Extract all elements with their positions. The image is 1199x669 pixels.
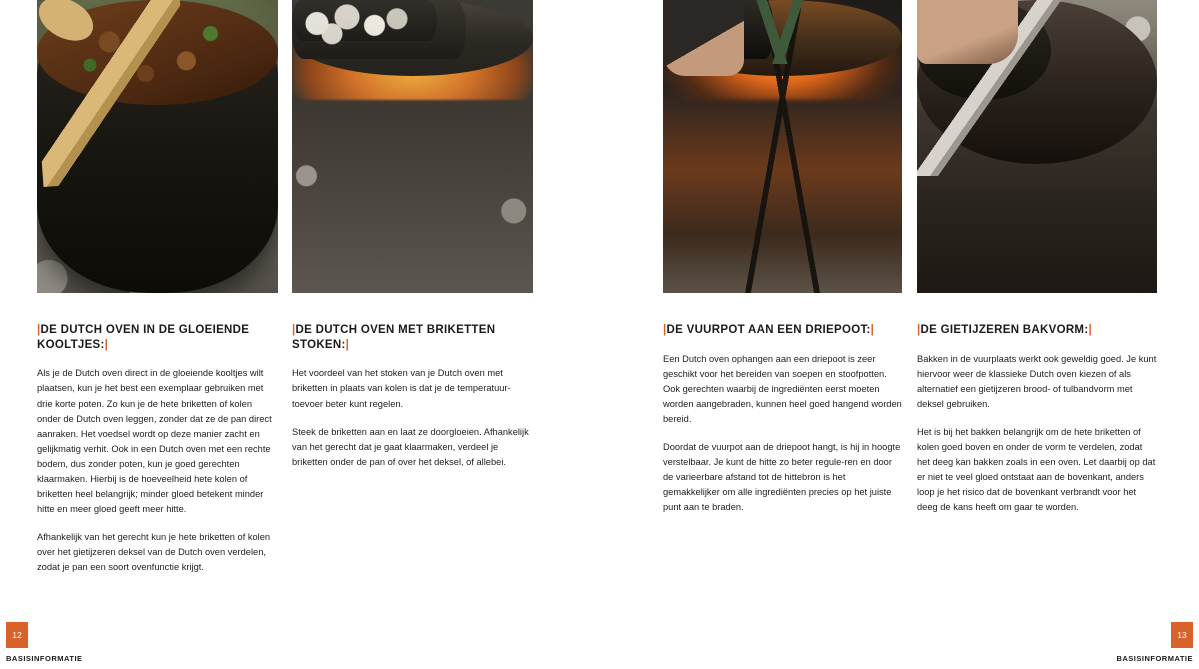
photo-stand-legs xyxy=(663,0,902,64)
article-column-2 xyxy=(292,0,533,479)
paragraph: Een Dutch oven ophangen aan een driepoot is zeer geschikt voor het bereiden van soepen en stoofpotten. Ook gerechten waarbij de ingrediënten eerst moeten worden aangebraden, kunnen heel goed hangend worden bereid. xyxy=(663,353,902,424)
footer-label-right: BASISINFORMATIE xyxy=(1116,654,1193,663)
photo-dutch-oven-in-coals xyxy=(37,0,278,293)
heading-text: DE GIETIJZEREN BAKVORM: xyxy=(920,324,1089,336)
heading-text: DE DUTCH OVEN IN DE GLOEIENDE KOOLTJES: xyxy=(37,324,250,351)
photo-dutch-oven-briquettes xyxy=(292,0,533,293)
heading-bar-right: | xyxy=(870,324,875,336)
article-column-3 xyxy=(663,0,902,524)
paragraph: Steek de briketten aan en laat ze doorgloeien. Afhankelijk van het gerecht dat je gaat klaarmaken, verdeel je briketten onder de pan of over het deksel, of allebei. xyxy=(292,426,529,467)
article-column-4 xyxy=(917,0,1157,524)
section-heading-1 xyxy=(37,323,278,352)
paragraph: Doordat de vuurpot aan de driepoot hangt, is hij in hoogte verstelbaar. Je kunt de hitte zo beter regule-ren en door de varieerbare afstand tot de hittebron is het gemakkelijker om alle ingrediënten precies op het juiste punt aan te braden. xyxy=(663,441,901,513)
paragraph: Afhankelijk van het gerecht kun je hete briketten of kolen over het gietijzeren deksel van de Dutch oven verdelen, zodat je pan een soort ovenfunctie krijgt. xyxy=(37,531,271,572)
photo-gravel xyxy=(292,0,533,293)
page-number-right: 13 xyxy=(1171,622,1193,648)
heading-bar-left: | xyxy=(663,324,667,336)
heading-bar-left: | xyxy=(917,324,921,336)
photo-hand xyxy=(917,0,1018,64)
heading-bar-right: | xyxy=(104,338,109,351)
footer-label-left: BASISINFORMATIE xyxy=(6,654,83,663)
photo-tripod-fire-pit xyxy=(663,0,902,293)
section-heading-3 xyxy=(663,323,902,338)
heading-bar-left: | xyxy=(37,324,41,336)
paragraph: Het is bij het bakken belangrijk om de hete briketten of kolen goed boven en onder de vorm te verdelen, zodat het deeg kan bakken zoals in een oven. Let daarbij op dat er niet te veel gloed ontstaat aan de bovenkant, anders loop je het risico dat de bovenkant verbrandt voor het deeg de kans heeft om gaar te worden. xyxy=(917,426,1156,513)
page-number-left: 12 xyxy=(6,622,28,648)
section-heading-2 xyxy=(292,323,533,352)
photo-cast-iron-bake-form xyxy=(917,0,1157,293)
paragraph: Bakken in de vuurplaats werkt ook geweldig goed. Je kunt hiervoor weer de klassieke Dutch oven kiezen of als alternatief een gietijzeren brood- of tulbandvorm met deksel gebruiken. xyxy=(917,353,1157,409)
paragraph: Het voordeel van het stoken van je Dutch oven met briketten in plaats van kolen is dat je de temperatuur-toevoer beter kunt regelen. xyxy=(292,368,511,409)
paragraph: Als je de Dutch oven direct in de gloeiende kooltjes wilt plaatsen, kun je het best een exemplaar gebruiken met drie korte poten. Zo kun je de hete briketten of kolen onder de Dutch oven leggen, zonder dat ze de pan direct aanraken. Het voedsel wordt op deze manier zacht en gelijkmatig verhit. Ook in een Dutch oven met een rechte bodem, dus zonder poten, kun je goed gerechten klaarmaken. Hierbij is de hoeveelheid hete kolen of briketten heel belangrijk; minder gloed betekent minder hitte en meer gloed geeft meer hitte. xyxy=(37,368,272,514)
heading-bar-right: | xyxy=(345,338,350,351)
heading-text: DE DUTCH OVEN MET BRIKETTEN STOKEN: xyxy=(292,324,496,351)
heading-text: DE VUURPOT AAN EEN DRIEPOOT: xyxy=(666,324,871,336)
section-heading-4 xyxy=(917,323,1157,338)
heading-bar-left: | xyxy=(292,324,296,336)
heading-bar-right: | xyxy=(1088,324,1092,336)
article-column-1 xyxy=(37,0,278,584)
